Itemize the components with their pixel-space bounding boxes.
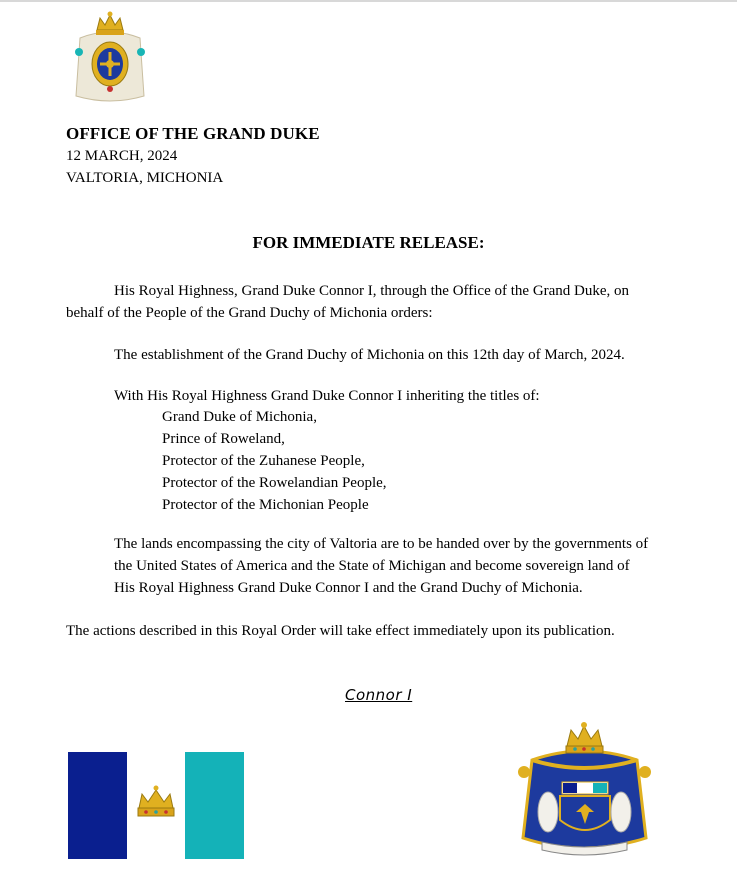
lands-line-1: The lands encompassing the city of Valtoria are to be handed over by the governments of	[114, 536, 649, 552]
coat-of-arms-large-icon	[512, 720, 657, 860]
release-date: 12 MARCH, 2024	[66, 148, 178, 164]
title-item: Protector of the Michonian People	[162, 497, 369, 513]
titles-list	[162, 406, 387, 516]
intro-line-1: His Royal Highness, Grand Duke Connor I, through the Office of the Grand Duke, on	[114, 283, 630, 299]
titles-intro: With His Royal Highness Grand Duke Connor I inheriting the titles of:	[114, 388, 540, 404]
office-title: OFFICE OF THE GRAND DUKE	[66, 124, 320, 143]
title-item: Protector of the Zuhanese People,	[162, 453, 365, 469]
title-item: Prince of Roweland,	[162, 431, 285, 447]
title-item: Grand Duke of Michonia,	[162, 409, 317, 425]
establishment-text: The establishment of the Grand Duchy of Michonia on this 12th day of March, 2024.	[114, 347, 625, 363]
release-location: VALTORIA, MICHONIA	[66, 170, 224, 186]
release-heading: FOR IMMEDIATE RELEASE:	[252, 233, 485, 252]
page-top-border	[0, 0, 737, 2]
lands-line-3: His Royal Highness Grand Duke Connor I and the Grand Duchy of Michonia.	[114, 580, 583, 596]
michonia-flag-icon	[68, 752, 244, 859]
signature: Connor I	[345, 686, 413, 704]
intro-line-2: behalf of the People of the Grand Duchy of Michonia orders:	[66, 305, 433, 321]
closing-text: The actions described in this Royal Order will take effect immediately upon its publication.	[66, 623, 615, 639]
title-item: Protector of the Rowelandian People,	[162, 475, 387, 491]
coat-of-arms-small-icon	[70, 8, 150, 104]
lands-line-2: the United States of America and the State of Michigan and become sovereign land of	[114, 558, 630, 574]
